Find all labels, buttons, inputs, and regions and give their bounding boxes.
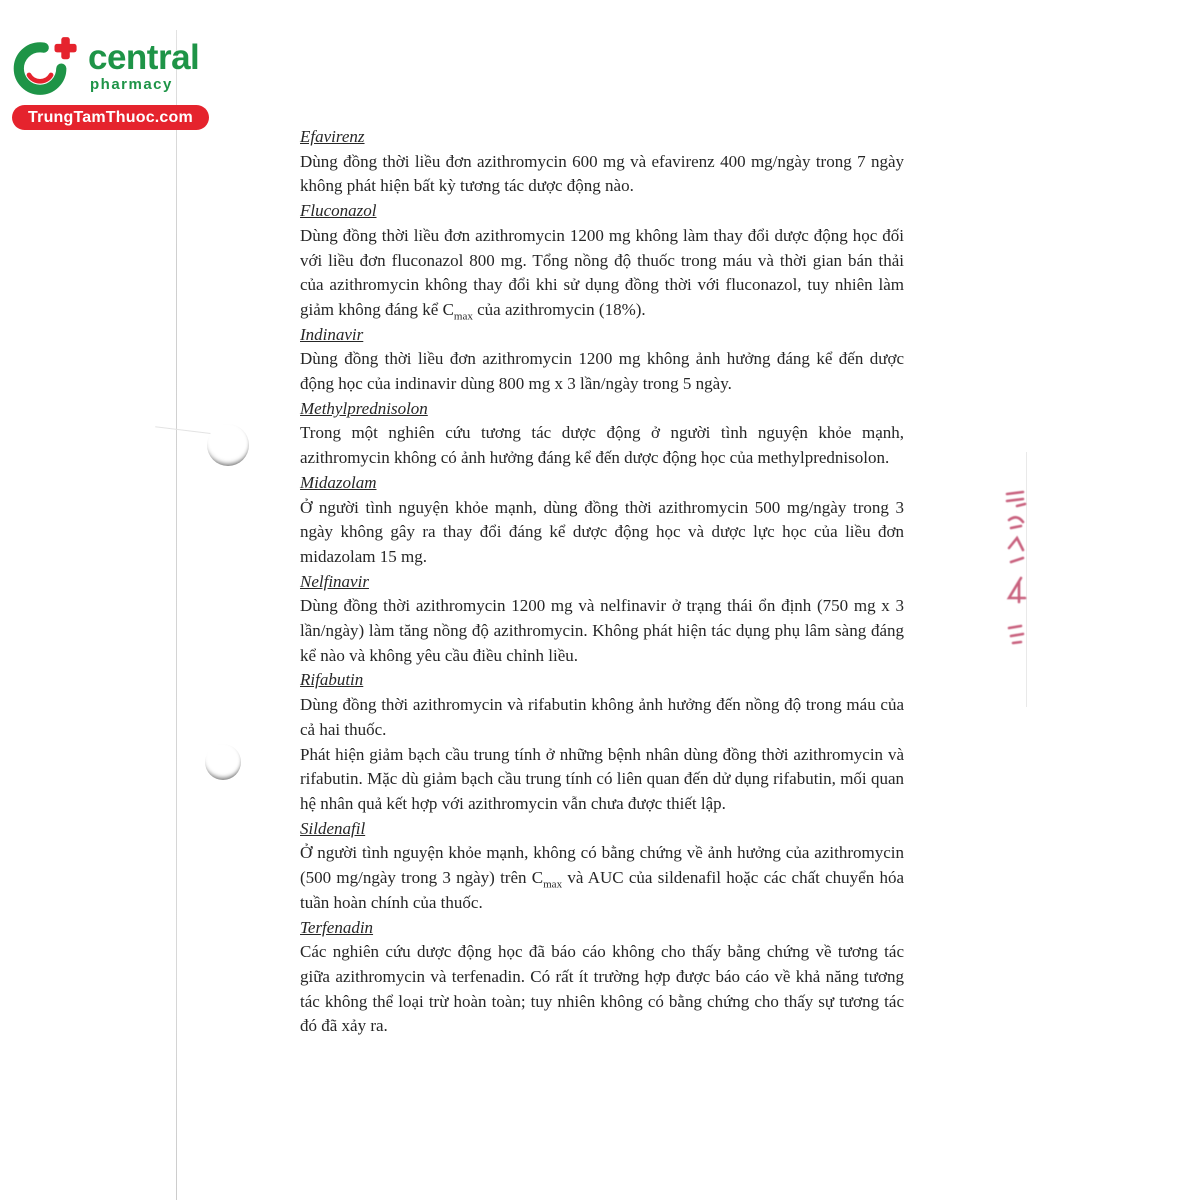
- page-left-edge: [176, 30, 177, 1200]
- section-heading-methylprednisolon: Methylprednisolon: [300, 398, 428, 418]
- central-pharmacy-logo: [12, 28, 237, 130]
- logo-brand-text: central: [88, 38, 200, 77]
- section-heading-indinavir: Indinavir: [300, 324, 364, 344]
- section-paragraph: Ở người tình nguyện khỏe mạnh, dùng đồng thời azithromycin 500 mg/ngày trong 3 ngày không gây ra thay đổi đáng kể dược động học và dược lực học của liều đơn midazolam 15 mg.: [300, 497, 904, 566]
- section-paragraph: Dùng đồng thời liều đơn azithromycin 1200 mg không ảnh hưởng đáng kể đến dược động học của indinavir dùng 800 mg x 3 lần/ngày trong 5 ngày.: [300, 349, 904, 394]
- paper-crease: [155, 426, 217, 435]
- red-stamp: [1003, 486, 1031, 654]
- section-paragraph: Dùng đồng thời azithromycin 1200 mg và nelfinavir ở trạng thái ổn định (750 mg x 3 lần/ngày) làm tăng nồng độ azithromycin. Không phát hiện tác dụng phụ lâm sàng đáng kể nào và không yêu cầu điều chỉnh liều.: [300, 596, 904, 665]
- section-heading-rifabutin: Rifabutin: [300, 670, 364, 690]
- section-paragraph: Các nghiên cứu dược động học đã báo cáo không cho thấy bằng chứng về tương tác giữa azithromycin và terfenadin. Có rất ít trường hợp được báo cáo về khả năng tương tác không thể loại trừ hoàn toàn; tuy nhiên không có bằng chứng cho thấy sự tương tác đó đã xảy ra.: [300, 942, 904, 1036]
- pharmacy-c-cross-icon: [12, 36, 80, 96]
- section-paragraph: Dùng đồng thời azithromycin và rifabutin không ảnh hưởng đến nồng độ trong máu của cả hai thuốc.: [300, 695, 904, 739]
- logo-tagline-text: pharmacy: [90, 76, 173, 93]
- document-body: [300, 125, 904, 1039]
- section-heading-fluconazol: Fluconazol: [300, 201, 377, 221]
- hole-punch-bottom: [205, 744, 241, 780]
- hole-punch-top: [207, 424, 249, 466]
- section-heading-terfenadin: Terfenadin: [300, 917, 374, 937]
- section-paragraph: Trong một nghiên cứu tương tác dược động ở người tình nguyện khỏe mạnh, azithromycin không có ảnh hưởng đáng kể đến dược động học của methylprednisolon.: [300, 423, 904, 468]
- section-paragraph: Dùng đồng thời liều đơn azithromycin 600 mg và efavirenz 400 mg/ngày trong 7 ngày không phát hiện bất kỳ tương tác dược động nào.: [300, 151, 904, 196]
- section-paragraph: Phát hiện giảm bạch cầu trung tính ở những bệnh nhân dùng đồng thời azithromycin và rifabutin. Mặc dù giảm bạch cầu trung tính có liên quan đến dử dụng rifabutin, mối quan hệ nhân quả kết hợp với azithromycin vẫn chưa được thiết lập.: [300, 744, 904, 813]
- section-paragraph: Dùng đồng thời liều đơn azithromycin 1200 mg không làm thay đổi dược động học đối với liều đơn fluconazol 800 mg. Tổng nồng độ thuốc trong máu và thời gian bán thải của azithromycin không thay đổi khi sử dụng đồng thời với fluconazol, tuy nhiên làm giảm không đáng kể $C_{max}$ của azithromycin (18%).: [300, 225, 904, 323]
- section-heading-midazolam: Midazolam: [300, 472, 377, 492]
- section-heading-nelfinavir: Nelfinavir: [300, 571, 369, 591]
- section-paragraph: Ở người tình nguyện khỏe mạnh, không có bằng chứng về ảnh hưởng của azithromycin (500 mg/ngày trong 3 ngày) trên $C_{max}$ và AUC của sildenafil hoặc các chất chuyển hóa tuần hoàn chính của thuốc.: [300, 843, 905, 912]
- section-heading-sildenafil: Sildenafil: [300, 818, 366, 838]
- logo-badge: TrungTamThuoc.com: [12, 105, 209, 130]
- section-heading-efavirenz: Efavirenz: [300, 127, 365, 146]
